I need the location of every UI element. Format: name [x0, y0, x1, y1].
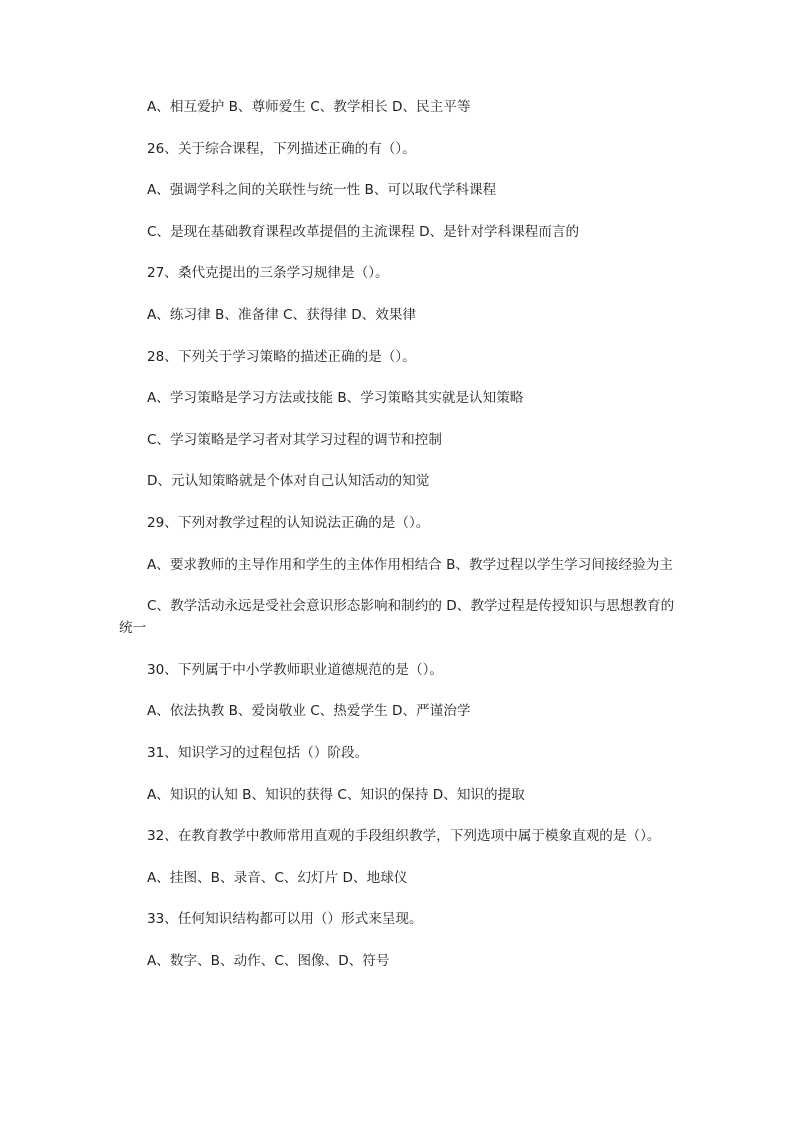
question-26: 26、关于综合课程，下列描述正确的有（）。 [147, 140, 416, 157]
answer-options-29-ab: A、要求教师的主导作用和学生的主体作用相结合 B、教学过程以学生学习间接经验为主 [147, 556, 673, 573]
answer-options-27: A、练习律 B、准备律 C、获得律 D、效果律 [147, 306, 417, 323]
answer-options-25: A、相互爱护 B、尊师爱生 C、教学相长 D、民主平等 [147, 99, 471, 115]
answer-option-28-d: D、元认知策略就是个体对自己认知活动的知觉 [147, 473, 430, 490]
question-32: 32、在教育教学中教师常用直观的手段组织教学，下列选项中属于模象直观的是（）。 [147, 828, 661, 845]
answer-options-26-cd: C、是现在基础教育课程改革提倡的主流课程 D、是针对学科课程而言的 [147, 223, 580, 240]
answer-options-32: A、挂图、B、录音、C、幻灯片 D、地球仪 [147, 869, 408, 886]
question-27: 27、桑代克提出的三条学习规律是（）。 [147, 265, 389, 282]
answer-options-28-ab: A、学习策略是学习方法或技能 B、学习策略其实就是认知策略 [147, 390, 524, 407]
question-28: 28、下列关于学习策略的描述正确的是（）。 [147, 348, 416, 365]
question-31: 31、知识学习的过程包括（）阶段。 [147, 744, 369, 761]
question-33: 33、任何知识结构都可以用（）形式来呈现。 [147, 911, 423, 928]
question-29: 29、下列对教学过程的认知说法正确的是（）。 [147, 514, 430, 531]
answer-option-28-c: C、学习策略是学习者对其学习过程的调节和控制 [147, 431, 442, 448]
answer-options-26-ab: A、强调学科之间的关联性与统一性 B、可以取代学科课程 [147, 182, 497, 199]
answer-options-30: A、依法执教 B、爱岗敬业 C、热爱学生 D、严谨治学 [147, 703, 471, 720]
answer-options-33: A、数字、B、动作、C、图像、D、符号 [147, 952, 390, 969]
question-30: 30、下列属于中小学教师职业道德规范的是（）。 [147, 661, 443, 678]
answer-options-31: A、知识的认知 B、知识的获得 C、知识的保持 D、知识的提取 [147, 786, 525, 803]
document-body [119, 96, 677, 991]
answer-options-29-cd: C、教学活动永远是受社会意识形态影响和制约的 D、教学过程是传授知识与思想教育的统一 [119, 598, 675, 637]
